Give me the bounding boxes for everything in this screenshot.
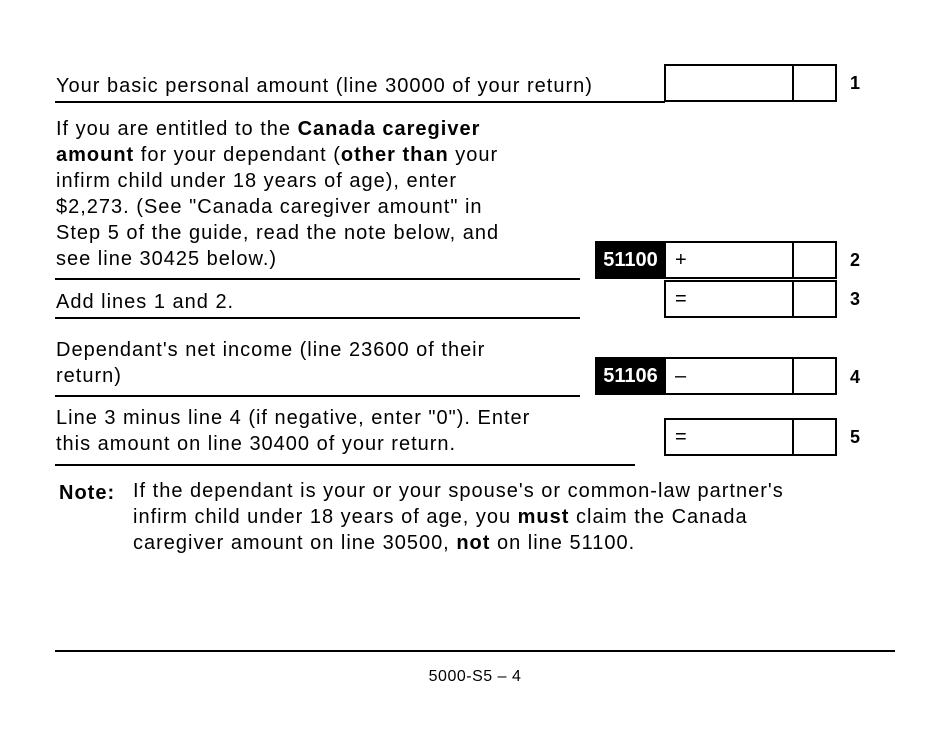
line2-label-2: amount for your dependant (other than your: [56, 144, 499, 166]
line5-operator: =: [675, 426, 687, 448]
line3-amount-field[interactable]: [664, 280, 794, 318]
line3-number: 3: [850, 289, 861, 309]
line4-code: 51106: [595, 357, 666, 395]
note-line-3: caregiver amount on line 30500, not on line 51100.: [133, 532, 636, 554]
line1-cents-field[interactable]: [792, 64, 837, 102]
form-id: 5000-S5 – 4: [428, 668, 522, 685]
note-text: [133, 478, 784, 556]
note-line-1: If the dependant is your or your spouse's or common-law partner's: [133, 480, 784, 502]
line4-label-2: return): [56, 365, 122, 387]
line2-label-3: infirm child under 18 years of age), enter: [56, 170, 458, 192]
line2-operator: +: [675, 249, 687, 271]
line4-cents-field[interactable]: [792, 357, 837, 395]
line1-number: 1: [850, 73, 861, 93]
line5-underline: [55, 464, 635, 466]
line2-label-6: see line 30425 below.): [56, 248, 278, 270]
line2-number: 2: [850, 250, 861, 270]
line4-amount-field[interactable]: [664, 357, 794, 395]
line2-label-5: Step 5 of the guide, read the note below, and: [56, 222, 500, 244]
line2-cents-field[interactable]: [792, 241, 837, 279]
line2-underline: [55, 278, 580, 280]
note-label: Note:: [59, 482, 116, 504]
line3-cents-field[interactable]: [792, 280, 837, 318]
line1-label: Your basic personal amount (line 30000 of your return): [56, 75, 593, 97]
line5-label-2: this amount on line 30400 of your return.: [56, 433, 457, 455]
line2-label-1: If you are entitled to the Canada caregiver: [56, 118, 481, 140]
line4-underline: [55, 395, 580, 397]
line1-underline: [55, 101, 665, 103]
line2-label-4: $2,273. (See "Canada caregiver amount" in: [56, 196, 483, 218]
line4-label-1: Dependant's net income (line 23600 of their: [56, 339, 486, 361]
line5-number: 5: [850, 427, 861, 447]
line5-label-1: Line 3 minus line 4 (if negative, enter "0"). Enter: [56, 407, 531, 429]
note-line-2: infirm child under 18 years of age, you must claim the Canada: [133, 506, 748, 528]
line4-number: 4: [850, 367, 861, 387]
footer-rule: [55, 650, 895, 652]
line4-operator: –: [675, 365, 687, 387]
line2-code: 51100: [595, 241, 666, 279]
line1-amount-field[interactable]: [664, 64, 794, 102]
line5-cents-field[interactable]: [792, 418, 837, 456]
line3-operator: =: [675, 288, 687, 310]
line3-label: Add lines 1 and 2.: [56, 291, 235, 313]
line2-amount-field[interactable]: [664, 241, 794, 279]
line5-amount-field[interactable]: [664, 418, 794, 456]
line3-underline: [55, 317, 580, 319]
